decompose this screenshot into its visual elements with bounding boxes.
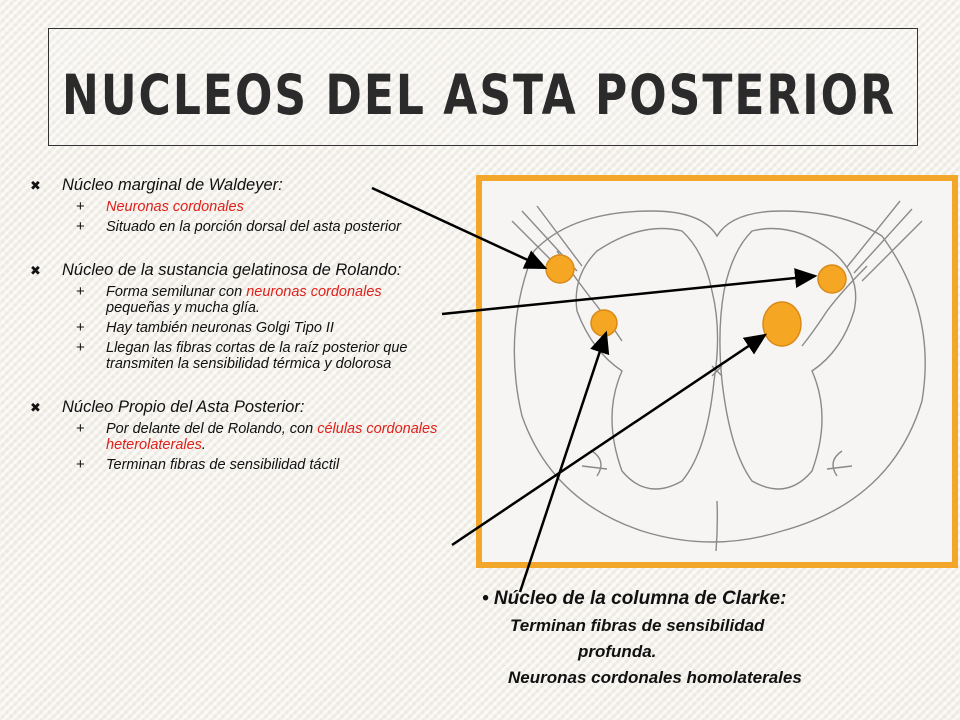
sub-item-text: Hay también neuronas Golgi Tipo II bbox=[106, 320, 334, 336]
nucleus-marginal-right bbox=[818, 265, 846, 293]
sub-item bbox=[28, 457, 448, 473]
sub-item-text: . bbox=[201, 437, 206, 453]
sub-item-text: Neuronas cordonales bbox=[106, 199, 244, 215]
clarke-line-1: Terminan fibras de sensibilidad bbox=[510, 616, 765, 635]
plus-bullet-icon: + bbox=[76, 420, 85, 437]
section-heading bbox=[28, 261, 448, 280]
grey-matter-left bbox=[576, 229, 717, 490]
section-2 bbox=[28, 261, 448, 372]
plus-bullet-icon: + bbox=[76, 198, 85, 215]
clarke-heading: • Núcleo de la columna de Clarke: bbox=[482, 588, 787, 609]
section-heading-text: Núcleo marginal de Waldeyer: bbox=[62, 176, 283, 194]
x-bullet-icon: ✖ bbox=[30, 263, 41, 278]
sub-item bbox=[28, 421, 448, 453]
section-heading-text: Núcleo de la sustancia gelatinosa de Rolando: bbox=[62, 261, 402, 279]
spinal-cord-diagram bbox=[476, 175, 958, 568]
plus-bullet-icon: + bbox=[76, 218, 85, 235]
sub-item bbox=[28, 320, 448, 336]
lateral-mark-right bbox=[827, 451, 852, 476]
nucleus-marginal bbox=[546, 255, 574, 283]
x-bullet-icon: ✖ bbox=[30, 400, 41, 415]
cord-outline bbox=[514, 211, 925, 542]
x-bullet-icon: ✖ bbox=[30, 178, 41, 193]
sub-item-text: Terminan fibras de sensibilidad táctil bbox=[106, 457, 340, 473]
root-fibers-right bbox=[847, 201, 922, 281]
plus-bullet-icon: + bbox=[76, 283, 85, 300]
section-heading-text: Núcleo Propio del Asta Posterior: bbox=[62, 398, 305, 416]
plus-bullet-icon: + bbox=[76, 456, 85, 473]
sub-item-text: células cordonales heterolaterales bbox=[106, 421, 438, 453]
spinal-cord-drawing bbox=[482, 181, 952, 562]
sub-item bbox=[28, 219, 448, 235]
clarke-line-2: profunda. bbox=[578, 642, 657, 661]
plus-bullet-icon: + bbox=[76, 319, 85, 336]
sub-item-text: pequeñas y mucha glía. bbox=[106, 300, 260, 316]
nucleus-propio bbox=[763, 302, 801, 346]
sub-item bbox=[28, 284, 448, 316]
section-heading bbox=[28, 398, 448, 417]
sub-item-text: Forma semilunar con bbox=[106, 284, 247, 300]
sub-item bbox=[28, 199, 448, 215]
lateral-mark-left bbox=[582, 451, 607, 476]
page-title: NUCLEOS DEL ASTA POSTERIOR bbox=[62, 64, 896, 128]
clarke-note bbox=[482, 588, 952, 688]
clarke-line-3: Neuronas cordonales homolaterales bbox=[508, 668, 802, 687]
bullet-list bbox=[28, 176, 448, 499]
section-3 bbox=[28, 398, 448, 473]
nucleus-gelatinosa bbox=[591, 310, 617, 336]
sub-item-text: Por delante del de Rolando, con bbox=[106, 421, 318, 437]
sub-item-text: Llegan las fibras cortas de la raíz posterior que transmiten la sensibilidad térmica y dolorosa bbox=[106, 340, 408, 372]
section-heading bbox=[28, 176, 448, 195]
median-fissure bbox=[716, 501, 717, 551]
sub-item bbox=[28, 340, 448, 372]
sub-item-text: Situado en la porción dorsal del asta posterior bbox=[106, 219, 402, 235]
sub-item-text: neuronas cordonales bbox=[246, 284, 382, 300]
plus-bullet-icon: + bbox=[76, 339, 85, 356]
section-1 bbox=[28, 176, 448, 235]
